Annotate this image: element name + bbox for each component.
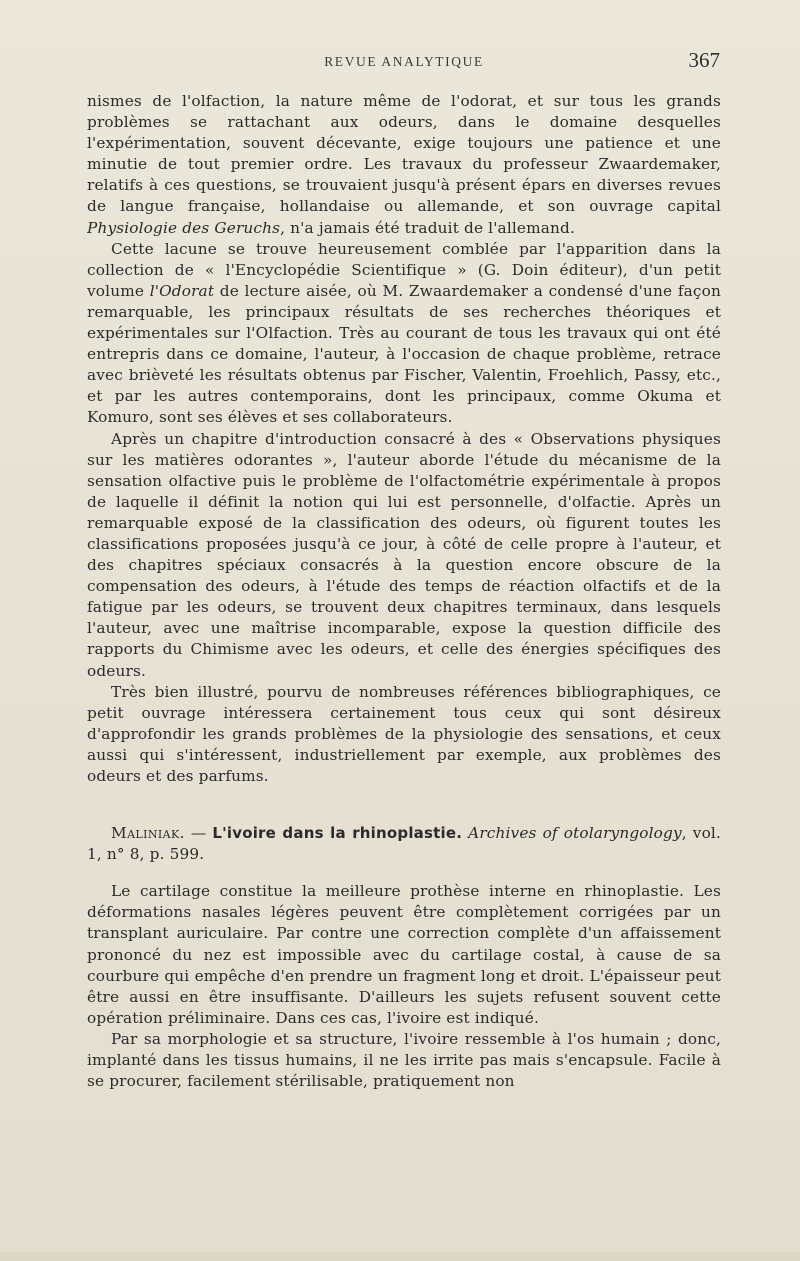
review1-p2-book-title: l'Odorat <box>149 281 215 300</box>
review2-article-title: L'ivoire dans la rhinoplastie. <box>212 824 463 843</box>
review2-dash: — <box>184 824 213 843</box>
review1-paragraph-3: Après un chapitre d'introduction consacré à des « Observations physiques sur les matières odorantes », l'auteur aborde l'étude du mécanisme de la sensation olfactive puis le problème de l'olfactométrie expérimentale à propos de laquelle il définit la notion qui lui est personnelle, d'olfactie. Après un remarquable exposé de la classification des odeurs, où figurent toutes les classifications proposées jusqu'à ce jour, à côté de celle propre à l'auteur, et des chapitres spéciaux consacrés à la question encore obscure de la compensation des odeurs, à l'étude des temps de réaction olfactifs et de la fatigue par les odeurs, se trouvent deux chapitres terminaux, dans lesquels l'auteur, avec une maîtrise incomparable, expose la question difficile des rapports du Chimisme avec les odeurs, et celle des énergies spécifiques des odeurs. <box>87 429 721 680</box>
review2-paragraph-2: Par sa morphologie et sa structure, l'ivoire ressemble à l'os humain ; donc, implanté dans les tissus humains, il ne les irrite pas mais s'encapsule. Facile à se procurer, facilement stérilisable, pratiquement non <box>87 1029 721 1091</box>
section-gap <box>87 787 721 803</box>
review1-p1-text: nismes de l'olfaction, la nature même de l'odorat, et sur tous les grands problèmes se rattachant aux odeurs, dans le domaine desquelles l'expérimentation, souvent décevante, exige toujours une patience et une minutie de tout premier ordre. Les travaux du professeur Zwaardemaker, relatifs à ces questions, se trouvaient jusqu'à présent épars en diverses revues de langue française, hollandaise ou allemande, et son ouvrage capital <box>87 92 721 216</box>
review2-heading <box>87 823 721 865</box>
section-gap-2 <box>87 865 721 881</box>
review2-author: Maliniak. <box>111 824 185 843</box>
review1-paragraph-2 <box>87 239 721 429</box>
review1-p1-end: , n'a jamais été traduit de l'allemand. <box>280 218 575 237</box>
review2-paragraph-1: Le cartilage constitue la meilleure prothèse interne en rhinoplastie. Les déformations nasales légères peuvent être complètement corrigées par un transplant auriculaire. Par contre une correction complète d'un affaissement prononcé du nez est impossible avec du cartilage costal, à cause de sa courbure qui empêche d'en prendre un fragment long et droit. L'épaisseur peut être aussi en être insuffisante. D'ailleurs les sujets refusent souvent cette opération préliminaire. Dans ces cas, l'ivoire est indiqué. <box>87 882 721 1027</box>
running-title: REVUE ANALYTIQUE <box>324 54 484 69</box>
review1-p2-end: de lecture aisée, où M. Zwaardemaker a condensé d'une façon remarquable, les principaux résultats de ses recherches théoriques et expérimentales sur l'Olfaction. Très au courant de tous les travaux qui ont été entrepris dans ce domaine, l'auteur, à l'occasion de chaque problème, retrace avec brièveté les résultats obtenus par Fischer, Valentin, Froehlich, Passy, etc., et par les autres contemporains, dont les principaux, comme Okuma et Komuro, sont ses élèves et ses collaborateurs. <box>87 281 721 427</box>
review1-paragraph-4: Très bien illustré, pourvu de nombreuses références bibliographiques, ce petit ouvrage intéressera certainement tous ceux qui sont désireux d'approfondir les grands problèmes de la physiologie des sensations, et ceux aussi qui s'intéressent, industriellement par exemple, aux problèmes des odeurs et des parfums. <box>87 682 721 785</box>
page-number: 367 <box>688 48 720 72</box>
review1-paragraph-1 <box>87 91 721 239</box>
body-text <box>87 91 721 1092</box>
running-head <box>88 48 720 76</box>
review1-p1-book-title: Physiologie des Geruchs <box>87 218 281 237</box>
review1-p2-start: Cette lacune se trouve heureusement comblée par l'apparition dans la collection de « l'Encyclopédie Scientifique » (G. Doin éditeur), d'un petit volume <box>87 239 721 300</box>
review2-citation: , vol. 1, n° 8, p. 599. <box>87 824 721 864</box>
review2-journal: Archives of otolaryngology <box>468 824 682 843</box>
